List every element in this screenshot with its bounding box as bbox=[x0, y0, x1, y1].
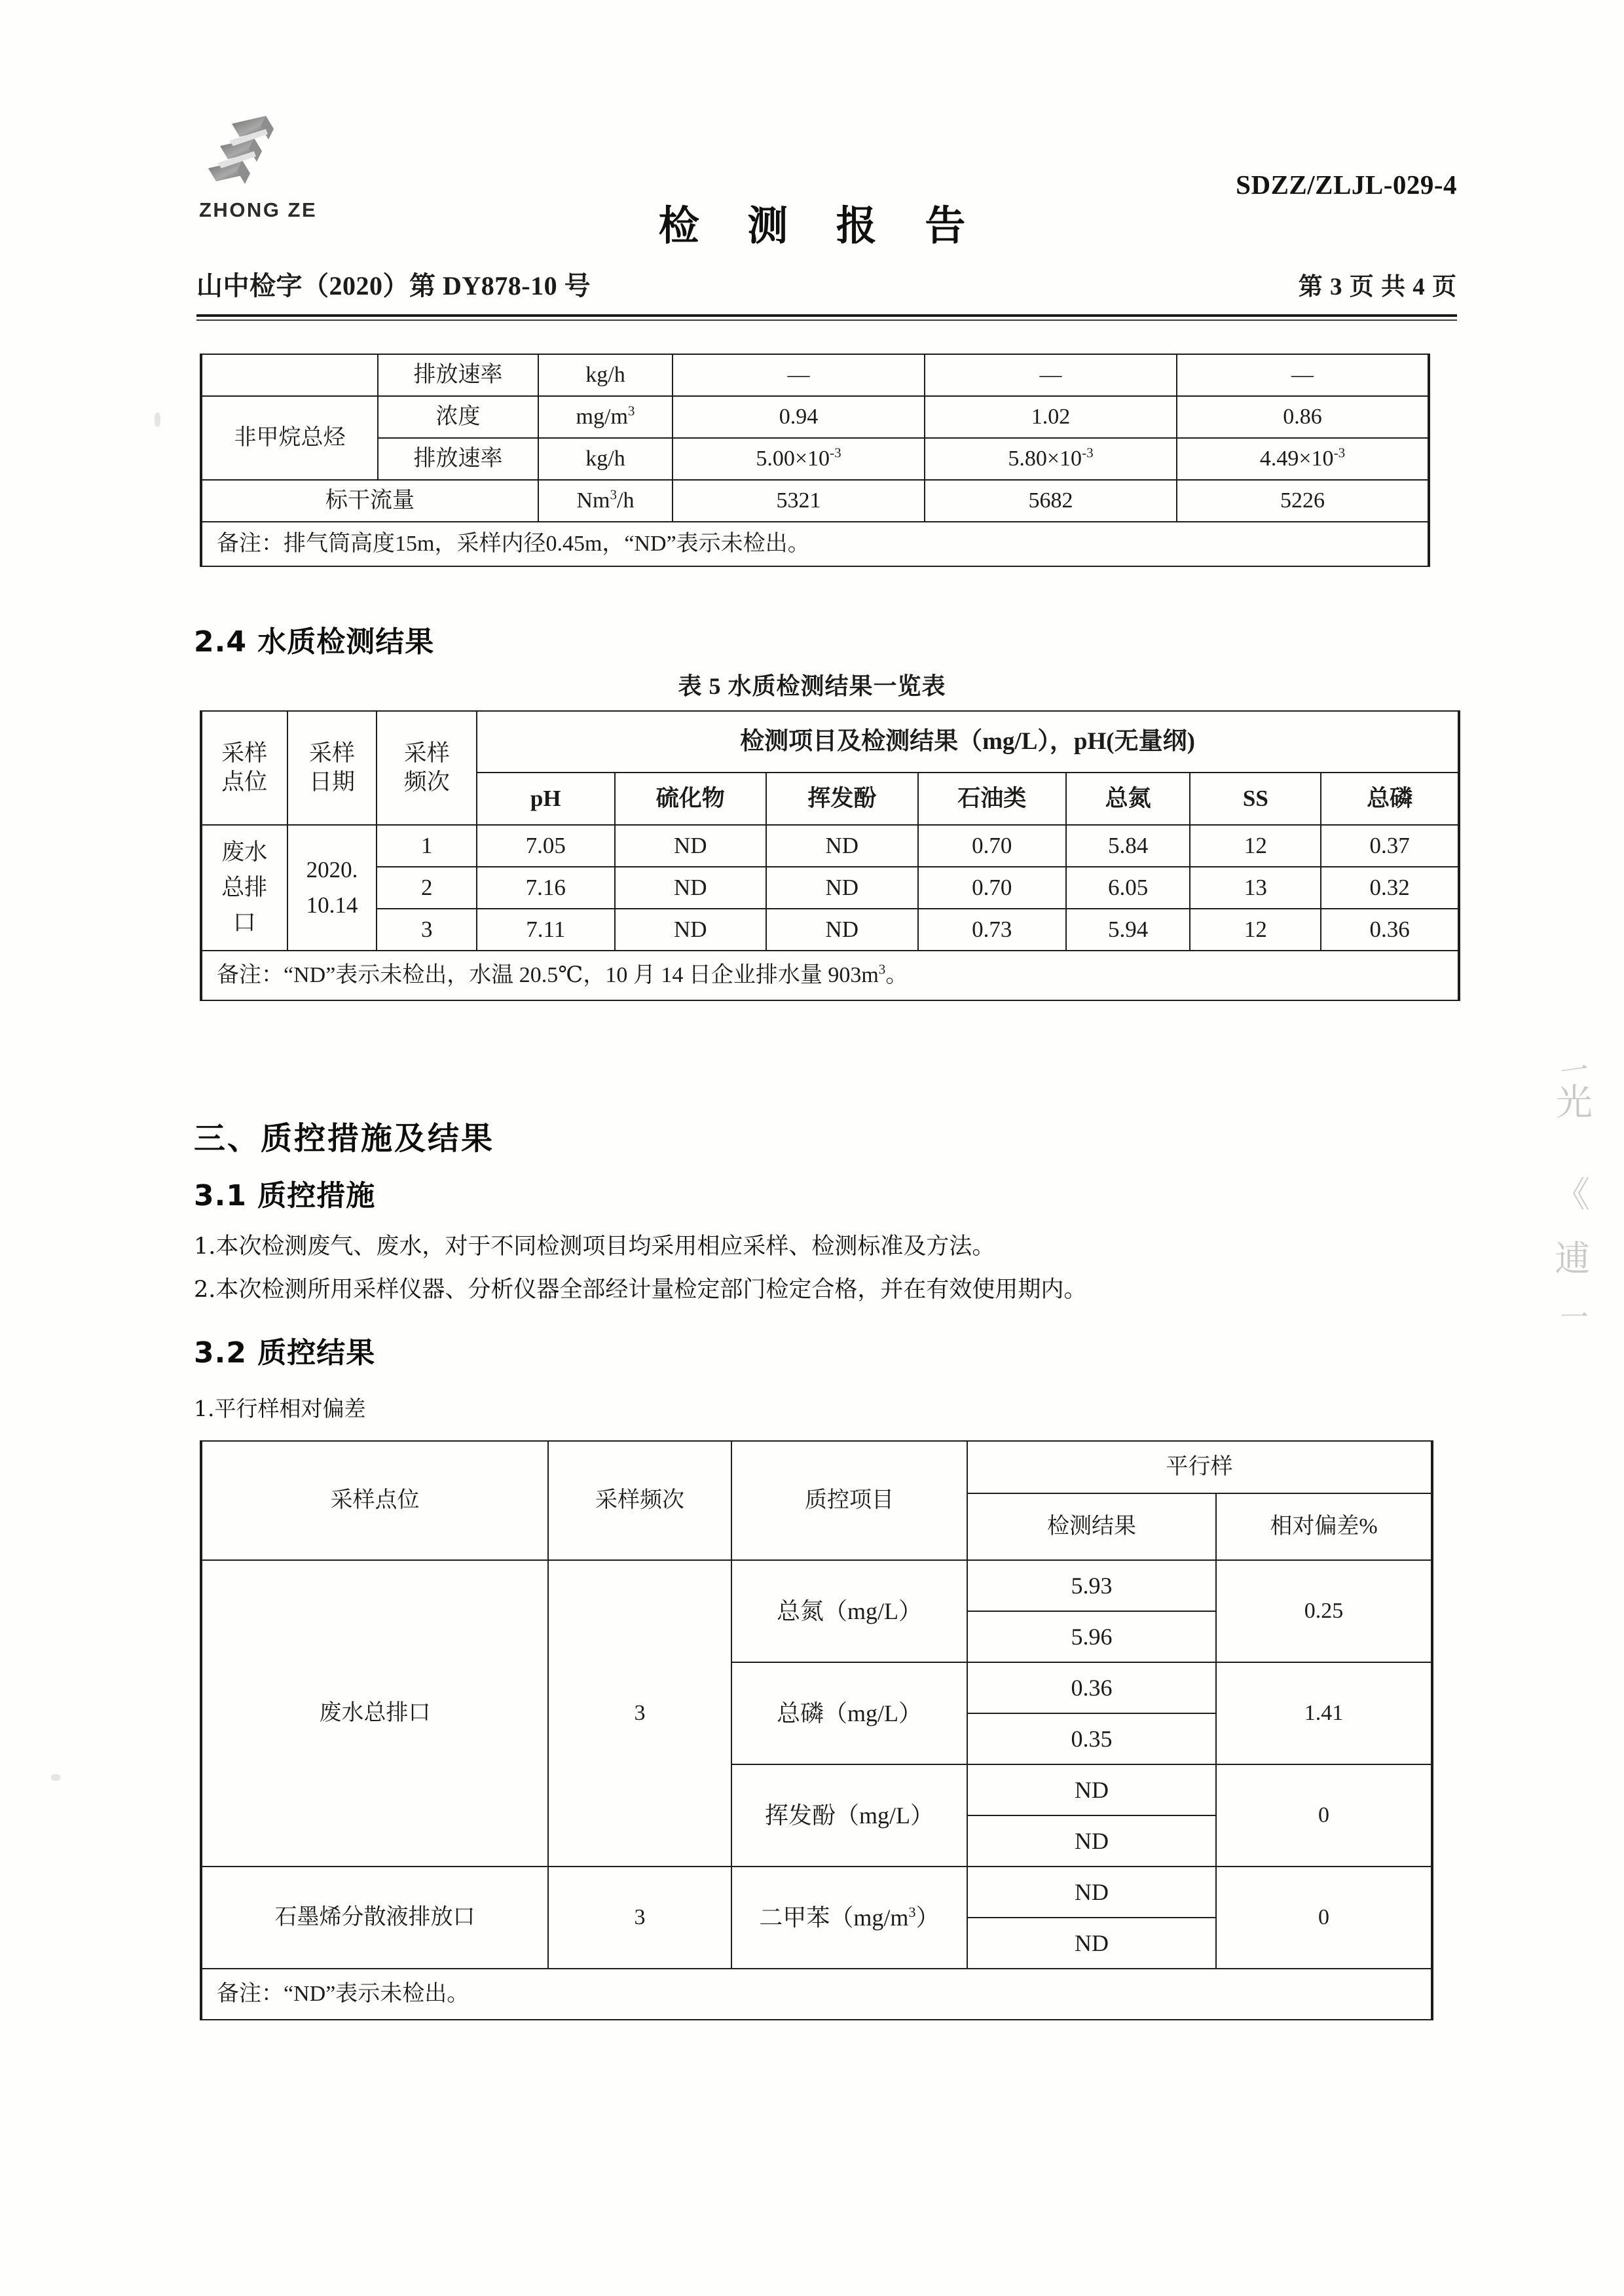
table-row bbox=[201, 522, 1429, 566]
document-code: SDZZ/ZLJL-029-4 bbox=[1236, 170, 1457, 200]
qc-result-value: 0.36 bbox=[967, 1662, 1216, 1713]
qc-deviation-value: 0 bbox=[1216, 1764, 1432, 1867]
page-header bbox=[0, 98, 1624, 314]
qc-item-name: 总磷（mg/L） bbox=[731, 1662, 967, 1764]
air-unit-label: kg/h bbox=[538, 354, 673, 396]
cell-tn: 5.84 bbox=[1066, 825, 1190, 867]
table-row bbox=[201, 951, 1459, 1000]
qc-col-head-deviation: 相对偏差% bbox=[1216, 1493, 1432, 1560]
qc-deviation-value: 1.41 bbox=[1216, 1662, 1432, 1764]
qc-col-head-parallel: 平行样 bbox=[967, 1441, 1432, 1493]
cell-ph: 7.11 bbox=[477, 909, 615, 951]
air-param-label: 浓度 bbox=[378, 396, 538, 438]
table-row bbox=[201, 438, 1429, 480]
qc-result-value: ND bbox=[967, 1764, 1216, 1815]
col-head-items-group: 检测项目及检测结果（mg/L），pH(无量纲) bbox=[477, 711, 1459, 773]
scan-artifact-mark: 《 bbox=[1555, 1174, 1590, 1215]
table-row bbox=[201, 711, 1459, 773]
cell-tp: 0.36 bbox=[1321, 909, 1459, 951]
cell-oil: 0.70 bbox=[918, 867, 1066, 909]
water-table-note: 备注：“ND”表示未检出，水温 20.5℃，10 月 14 日企业排水量 $903m^3$。 bbox=[201, 951, 1459, 1000]
scan-artifact-mark: 一 bbox=[1560, 1301, 1589, 1334]
qc-result-value: 5.93 bbox=[967, 1560, 1216, 1611]
col-head-sample-site: 采样 点位 bbox=[201, 711, 287, 825]
page-indicator: 第 3 页 共 4 页 bbox=[1298, 274, 1457, 301]
col-head-tn: 总氮 bbox=[1066, 773, 1190, 825]
water-results-table bbox=[200, 710, 1460, 1001]
air-value: 1.02 bbox=[925, 396, 1177, 438]
air-item-name: 非甲烷总烃 bbox=[201, 396, 378, 480]
qc-table-note: 备注：“ND”表示未检出。 bbox=[201, 1969, 1432, 2020]
air-value: $5.00\times 10^{-3}$ bbox=[673, 438, 925, 480]
qc-row-freq: 3 bbox=[548, 1560, 731, 1867]
qc-row-freq: 3 bbox=[548, 1867, 731, 1969]
cell-phenol: ND bbox=[766, 867, 918, 909]
qc-result-value: 0.35 bbox=[967, 1713, 1216, 1764]
table-row bbox=[201, 1867, 1432, 1918]
section-heading-3: 三、质控措施及结果 bbox=[194, 1120, 495, 1157]
table-row bbox=[201, 1969, 1432, 2020]
table-row bbox=[201, 1441, 1432, 1493]
cell-oil: 0.73 bbox=[918, 909, 1066, 951]
air-param-label: 排放速率 bbox=[378, 354, 538, 396]
cell-tn: 5.94 bbox=[1066, 909, 1190, 951]
cell-ss: 12 bbox=[1190, 909, 1321, 951]
qc-measure-para-2: 2.本次检测所用采样仪器、分析仪器全部经计量检定部门检定合格，并在有效使用期内。 bbox=[194, 1277, 1087, 1303]
cell-freq: 3 bbox=[377, 909, 477, 951]
qc-result-value: ND bbox=[967, 1918, 1216, 1969]
qc-item-name: 总氮（mg/L） bbox=[731, 1560, 967, 1662]
table-row bbox=[201, 396, 1429, 438]
table-row bbox=[201, 1560, 1432, 1611]
col-head-ph: pH bbox=[477, 773, 615, 825]
air-unit-label: Nm$^3$/h bbox=[538, 480, 673, 522]
col-head-oil: 石油类 bbox=[918, 773, 1066, 825]
cell-ph: 7.16 bbox=[477, 867, 615, 909]
cell-ph: 7.05 bbox=[477, 825, 615, 867]
col-head-sample-date: 采样 日期 bbox=[287, 711, 377, 825]
air-results-table bbox=[200, 354, 1430, 567]
qc-deviation-value: 0.25 bbox=[1216, 1560, 1432, 1662]
table-row bbox=[201, 867, 1459, 909]
air-unit-label: kg/h bbox=[538, 438, 673, 480]
zhongze-logo-icon bbox=[203, 115, 321, 200]
row-head-site: 废水 总排 口 bbox=[201, 825, 287, 951]
cell-sulfide: ND bbox=[615, 867, 767, 909]
table-row bbox=[201, 825, 1459, 867]
air-value: — bbox=[925, 354, 1177, 396]
cell-freq: 1 bbox=[377, 825, 477, 867]
qc-item-name: 挥发酚（mg/L） bbox=[731, 1764, 967, 1867]
cell-tp: 0.32 bbox=[1321, 867, 1459, 909]
cell-tn: 6.05 bbox=[1066, 867, 1190, 909]
air-value: $4.49\times 10^{-3}$ bbox=[1177, 438, 1429, 480]
scan-speck bbox=[155, 412, 160, 427]
table-row bbox=[201, 354, 1429, 396]
air-unit-label: $mg/m^3$ bbox=[538, 396, 673, 438]
air-flow-label: 标干流量 bbox=[201, 480, 538, 522]
air-value: 0.94 bbox=[673, 396, 925, 438]
cell-phenol: ND bbox=[766, 825, 918, 867]
qc-measure-para-1: 1.本次检测废气、废水，对于不同检测项目均采用相应采样、检测标准及方法。 bbox=[194, 1233, 995, 1260]
qc-col-head-freq: 采样频次 bbox=[548, 1441, 731, 1560]
cell-tp: 0.37 bbox=[1321, 825, 1459, 867]
table-row bbox=[201, 480, 1429, 522]
section-heading-31: 3.1 质控措施 bbox=[194, 1179, 376, 1212]
air-value: 5226 bbox=[1177, 480, 1429, 522]
air-param-label: 排放速率 bbox=[378, 438, 538, 480]
cell-freq: 2 bbox=[377, 867, 477, 909]
cell-phenol: ND bbox=[766, 909, 918, 951]
col-head-phenol: 挥发酚 bbox=[766, 773, 918, 825]
report-subline bbox=[196, 265, 1457, 304]
table5-caption: 表 5 水质检测结果一览表 bbox=[678, 673, 946, 699]
scan-speck bbox=[51, 1774, 60, 1781]
air-value: — bbox=[1177, 354, 1429, 396]
air-value: 5321 bbox=[673, 480, 925, 522]
scan-artifact-mark: 逋 bbox=[1555, 1238, 1590, 1279]
air-table-note: 备注：排气筒高度15m，采样内径0.45m，“ND”表示未检出。 bbox=[201, 522, 1429, 566]
qc-deviation-value: 0 bbox=[1216, 1867, 1432, 1969]
air-value: 5682 bbox=[925, 480, 1177, 522]
logo-wordmark: ZHONG ZE bbox=[199, 198, 318, 221]
qc-row-site: 废水总排口 bbox=[201, 1560, 548, 1867]
qc-parallel-table bbox=[200, 1440, 1433, 2020]
cell-sulfide: ND bbox=[615, 825, 767, 867]
col-head-sample-freq: 采样 频次 bbox=[377, 711, 477, 825]
header-divider bbox=[196, 314, 1457, 317]
cell-ss: 12 bbox=[1190, 825, 1321, 867]
qc-result-value: ND bbox=[967, 1815, 1216, 1867]
qc-result-value: ND bbox=[967, 1867, 1216, 1918]
qc-col-head-site: 采样点位 bbox=[201, 1441, 548, 1560]
table-row bbox=[201, 909, 1459, 951]
row-head-date: 2020. 10.14 bbox=[287, 825, 377, 951]
scan-artifact-mark: 光 bbox=[1556, 1082, 1593, 1124]
page-title: 检 测 报 告 bbox=[658, 202, 983, 249]
section-heading-24: 2.4 水质检测结果 bbox=[194, 625, 435, 659]
air-value: 0.86 bbox=[1177, 396, 1429, 438]
qc-result-value: 5.96 bbox=[967, 1611, 1216, 1662]
col-head-ss: SS bbox=[1190, 773, 1321, 825]
cell-oil: 0.70 bbox=[918, 825, 1066, 867]
col-head-sulfide: 硫化物 bbox=[615, 773, 767, 825]
scan-artifact-mark: 一 bbox=[1558, 1053, 1591, 1090]
cell-ss: 13 bbox=[1190, 867, 1321, 909]
qc-result-para-1: 1.平行样相对偏差 bbox=[194, 1396, 366, 1421]
report-number: 山中检字（2020）第 DY878-10 号 bbox=[196, 271, 591, 301]
col-head-tp: 总磷 bbox=[1321, 773, 1459, 825]
air-value: — bbox=[673, 354, 925, 396]
air-empty-cell bbox=[201, 354, 378, 396]
qc-item-name: 二甲苯$(mg/m^3)$ bbox=[731, 1867, 967, 1969]
air-value: $5.80\times 10^{-3}$ bbox=[925, 438, 1177, 480]
section-heading-32: 3.2 质控结果 bbox=[194, 1336, 376, 1370]
qc-col-head-item: 质控项目 bbox=[731, 1441, 967, 1560]
cell-sulfide: ND bbox=[615, 909, 767, 951]
qc-row-site: 石墨烯分散液排放口 bbox=[201, 1867, 548, 1969]
qc-col-head-result: 检测结果 bbox=[967, 1493, 1216, 1560]
